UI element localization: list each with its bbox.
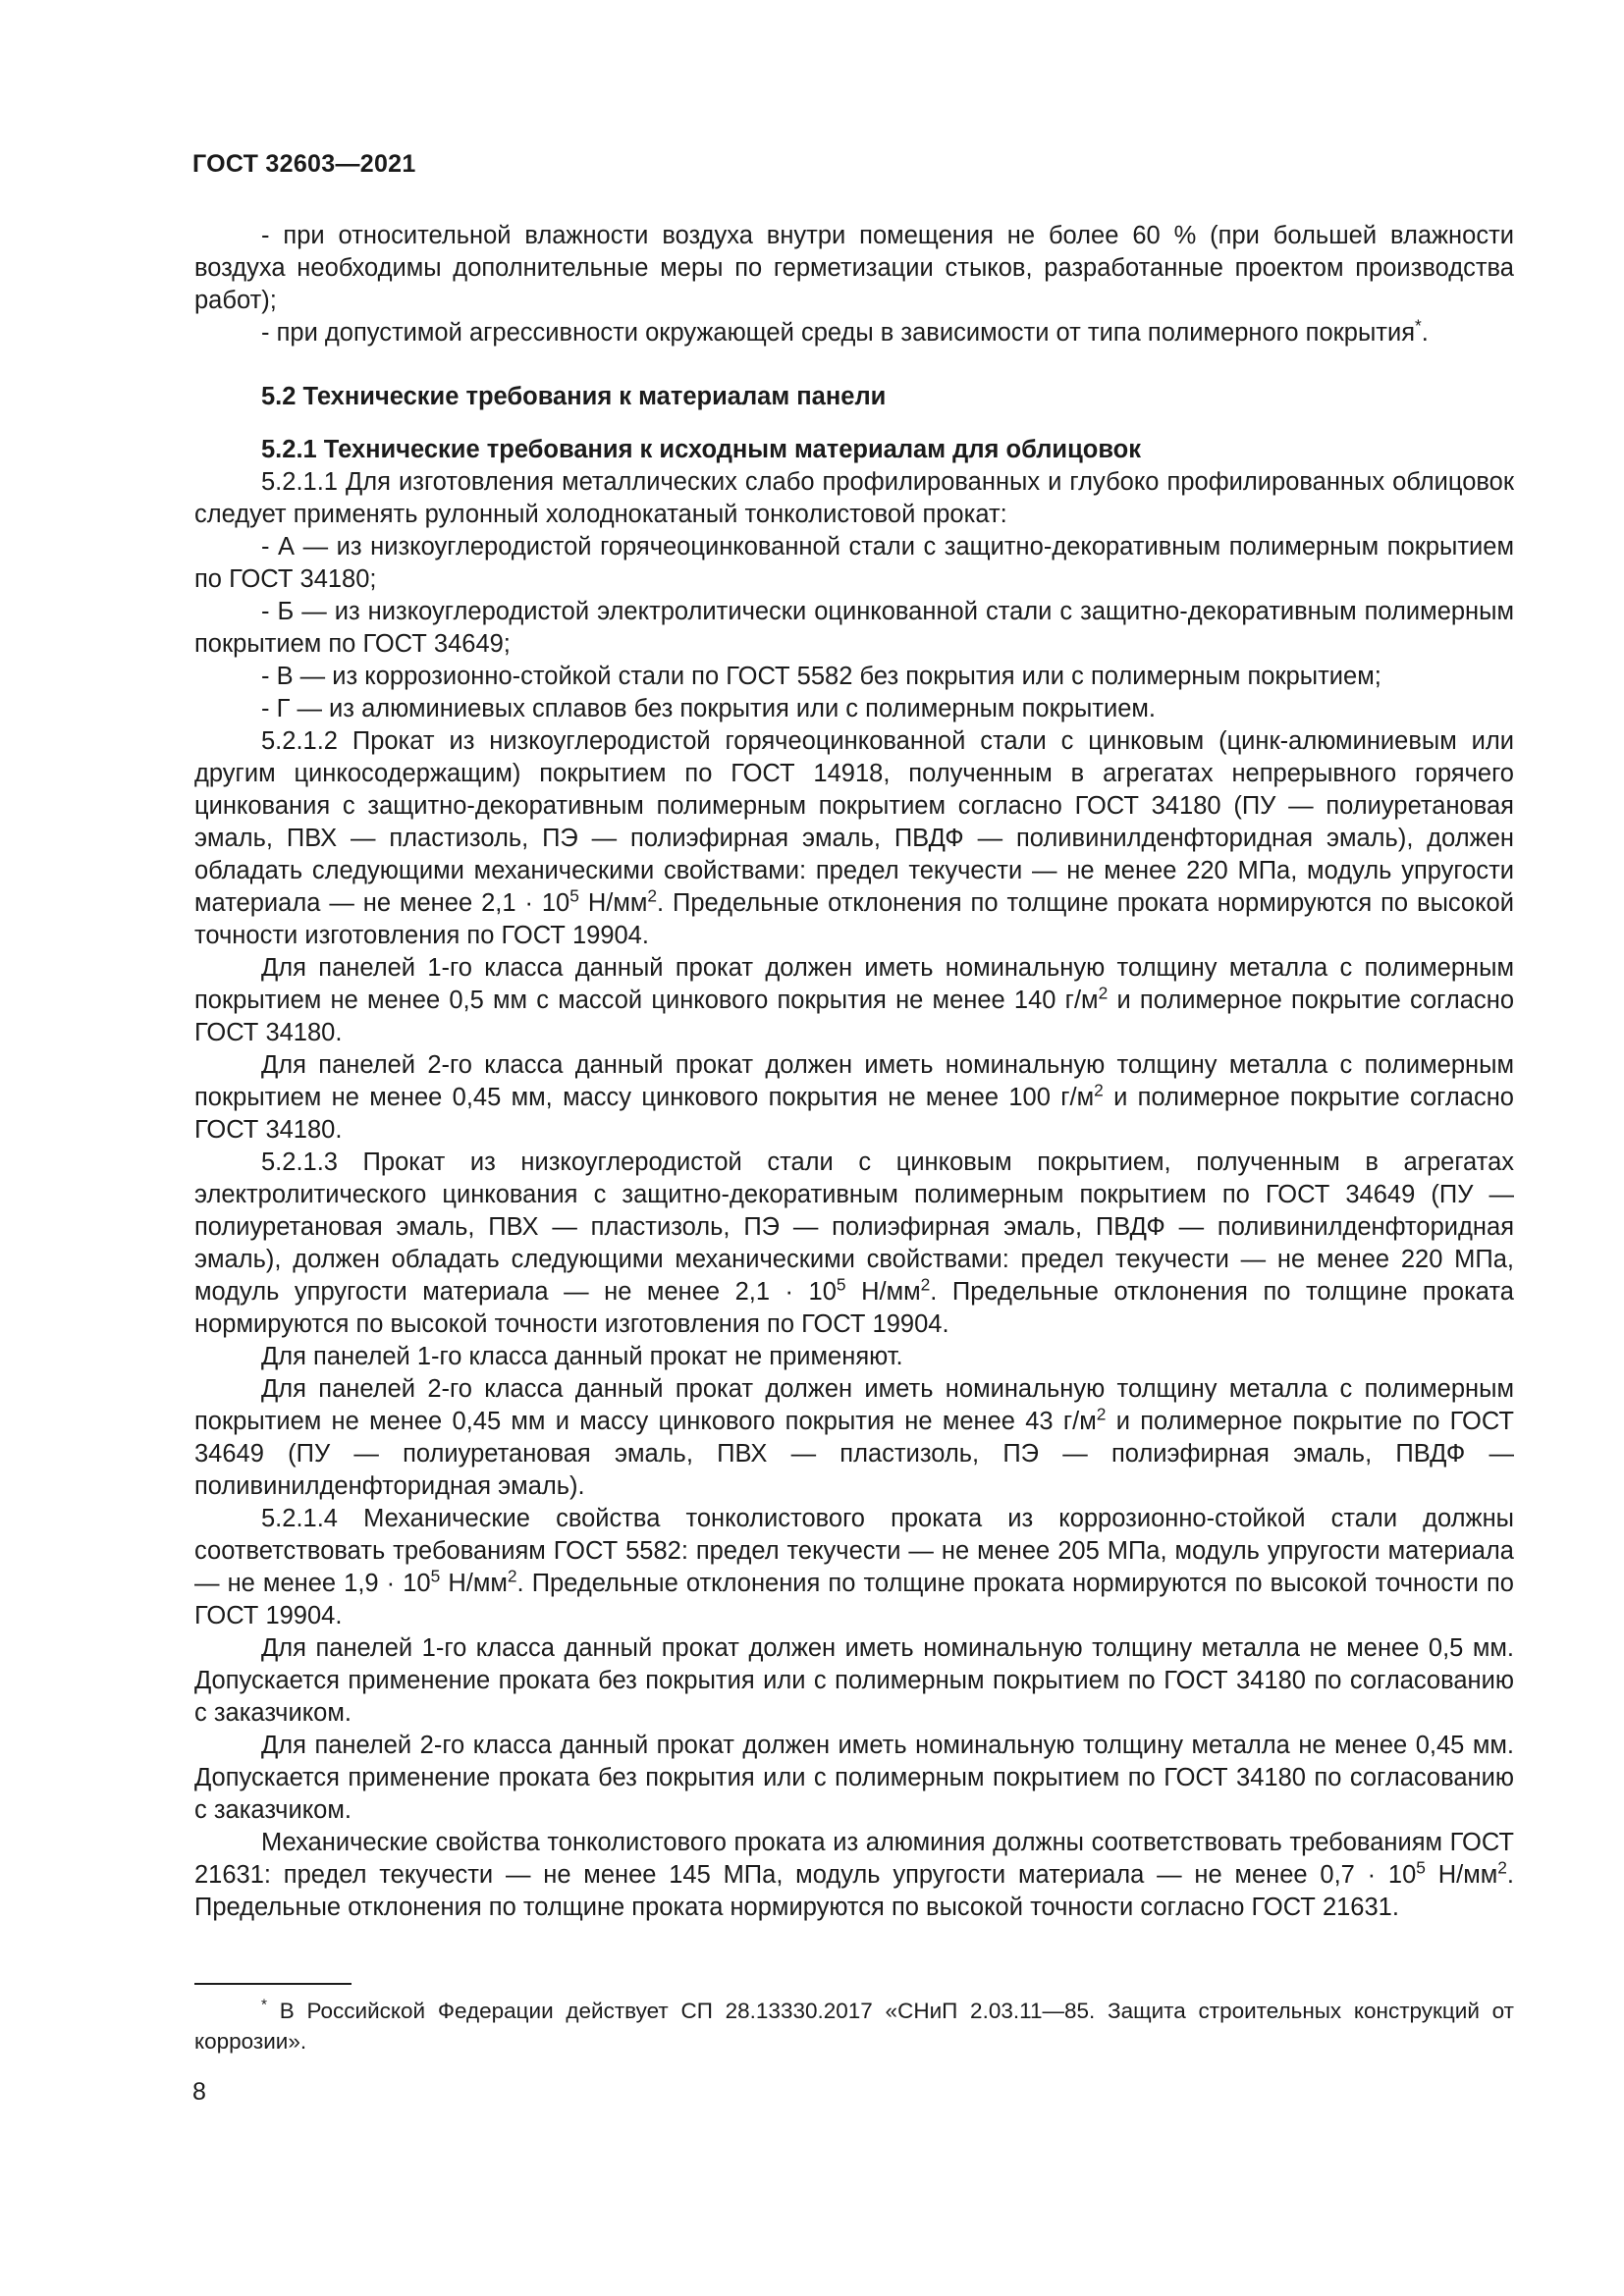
paragraph: 5.2.1.3 Прокат из низкоуглеродистой стали с цинковым покрытием, полученным в агрегатах электролитического цинкования с защитно-декоративным полимерным покрытием по ГОСТ 34649 (ПУ — полиуретановая эмаль, ПВХ — пластизоль, ПЭ — полиэфирная эмаль, ПВДФ — поливинилденфторидная эмаль), должен обладать следующими механическими свойствами: предел текучести — не менее 220 МПа, модуль упругости материала — не менее $2,1 \cdot 10^5$ $Н/мм^2$. Предельные отклонения по толщине проката нормируются по высокой точности изготовления по ГОСТ 19904.: [194, 1148, 1514, 1338]
paragraph: Для панелей 1-го класса данный прокат не применяют.: [261, 1343, 903, 1370]
footnote-marker: *: [261, 1997, 267, 2014]
paragraph: - при допустимой агрессивности окружающей среды в зависимости от типа полимерного покрытия*.: [261, 315, 1429, 347]
footnote-marker: *: [1415, 315, 1422, 336]
paragraph: Для панелей 1-го класса данный прокат должен иметь номинальную толщину металла не менее 0,5 мм. Допускается применение проката без покрытия или с полимерным покрытием по ГОСТ 34180 по согласованию с заказчиком.: [194, 1634, 1514, 1727]
body-text: [194, 220, 1514, 1924]
paragraph: 5.2.1.2 Прокат из низкоуглеродистой горячеоцинкованной стали с цинковым (цинк-алюминиевым или другим цинкосодержащим) покрытием по ГОСТ 14918, полученным в агрегатах непрерывного горячего цинкования с защитно-декоративным полимерным покрытием согласно ГОСТ 34180 (ПУ — полиуретановая эмаль, ПВХ — пластизоль, ПЭ — полиэфирная эмаль, ПВДФ — поливинилденфторидная эмаль), должен обладать следующими механическими свойствами: предел текучести — не менее 220 МПа, модуль упругости материала — не менее $2,1 \cdot 10^5$ $Н/мм^2$. Предельные отклонения по толщине проката нормируются по высокой точности изготовления по ГОСТ 19904.: [194, 727, 1514, 949]
subsection-heading: 5.2.1 Технические требования к исходным материалам для облицовок: [261, 436, 1142, 463]
list-item: - В — из коррозионно-стойкой стали по ГОСТ 5582 без покрытия или с полимерным покрытием;: [261, 663, 1381, 690]
paragraph: Для панелей 2-го класса данный прокат должен иметь номинальную толщину металла с полимерным покрытием не менее 0,45 мм и массу цинкового покрытия не менее 43 $г/м^2$ и полимерное покрытие по ГОСТ 34649 (ПУ — полиуретановая эмаль, ПВХ — пластизоль, ПЭ — полиэфирная эмаль, ПВДФ — поливинилденфторидная эмаль).: [194, 1375, 1514, 1500]
list-item: - Б — из низкоуглеродистой электролитически оцинкованной стали с защитно-декоративным полимерным покрытием по ГОСТ 34649;: [194, 598, 1514, 658]
document-header: ГОСТ 32603—2021: [192, 150, 416, 178]
list-item: - Г — из алюминиевых сплавов без покрытия или с полимерным покрытием.: [261, 695, 1156, 722]
paragraph: 5.2.1.4 Механические свойства тонколистового проката из коррозионно-стойкой стали должны соответствовать требованиям ГОСТ 5582: предел текучести — не менее 205 МПа, модуль упругости материала — не менее $1,9 \cdot 10^5$ $Н/мм^2$. Предельные отклонения по толщине проката нормируются по высокой точности по ГОСТ 19904.: [194, 1505, 1514, 1629]
paragraph: Для панелей 2-го класса данный прокат должен иметь номинальную толщину металла не менее 0,45 мм. Допускается применение проката без покрытия или с полимерным покрытием по ГОСТ 34180 по согласованию с заказчиком.: [194, 1732, 1514, 1824]
footnote-separator: [194, 1983, 352, 1985]
paragraph: Механические свойства тонколистового проката из алюминия должны соответствовать требованиям ГОСТ 21631: предел текучести — не менее 145 МПа, модуль упругости материала — не менее $0,7 \cdot 10^5$ $Н/мм^2$. Предельные отклонения по толщине проката нормируются по высокой точности согласно ГОСТ 21631.: [194, 1829, 1515, 1921]
paragraph: - при относительной влажности воздуха внутри помещения не более 60 % (при большей влажности воздуха необходимы дополнительные меры по герметизации стыков, разработанные проектом производства работ);: [194, 222, 1514, 314]
footnote: * В Российской Федерации действует СП 28.13330.2017 «СНиП 2.03.11—85. Защита строительных конструкций от коррозии».: [194, 1997, 1514, 2054]
paragraph: 5.2.1.1 Для изготовления металлических слабо профилированных и глубоко профилированных облицовок следует применять рулонный холоднокатаный тонколистовой прокат:: [194, 468, 1514, 528]
list-item: - А — из низкоуглеродистой горячеоцинкованной стали с защитно-декоративным полимерным покрытием по ГОСТ 34180;: [194, 533, 1514, 593]
paragraph: Для панелей 1-го класса данный прокат должен иметь номинальную толщину металла с полимерным покрытием не менее 0,5 мм с массой цинкового покрытия не менее 140 $г/м^2$ и полимерное покрытие согласно ГОСТ 34180.: [194, 954, 1514, 1046]
paragraph: Для панелей 2-го класса данный прокат должен иметь номинальную толщину металла с полимерным покрытием не менее 0,45 мм, массу цинкового покрытия не менее 100 $г/м^2$ и полимерное покрытие согласно ГОСТ 34180.: [194, 1051, 1514, 1144]
page-number: 8: [192, 2078, 206, 2106]
section-heading: 5.2 Технические требования к материалам панели: [261, 383, 887, 410]
